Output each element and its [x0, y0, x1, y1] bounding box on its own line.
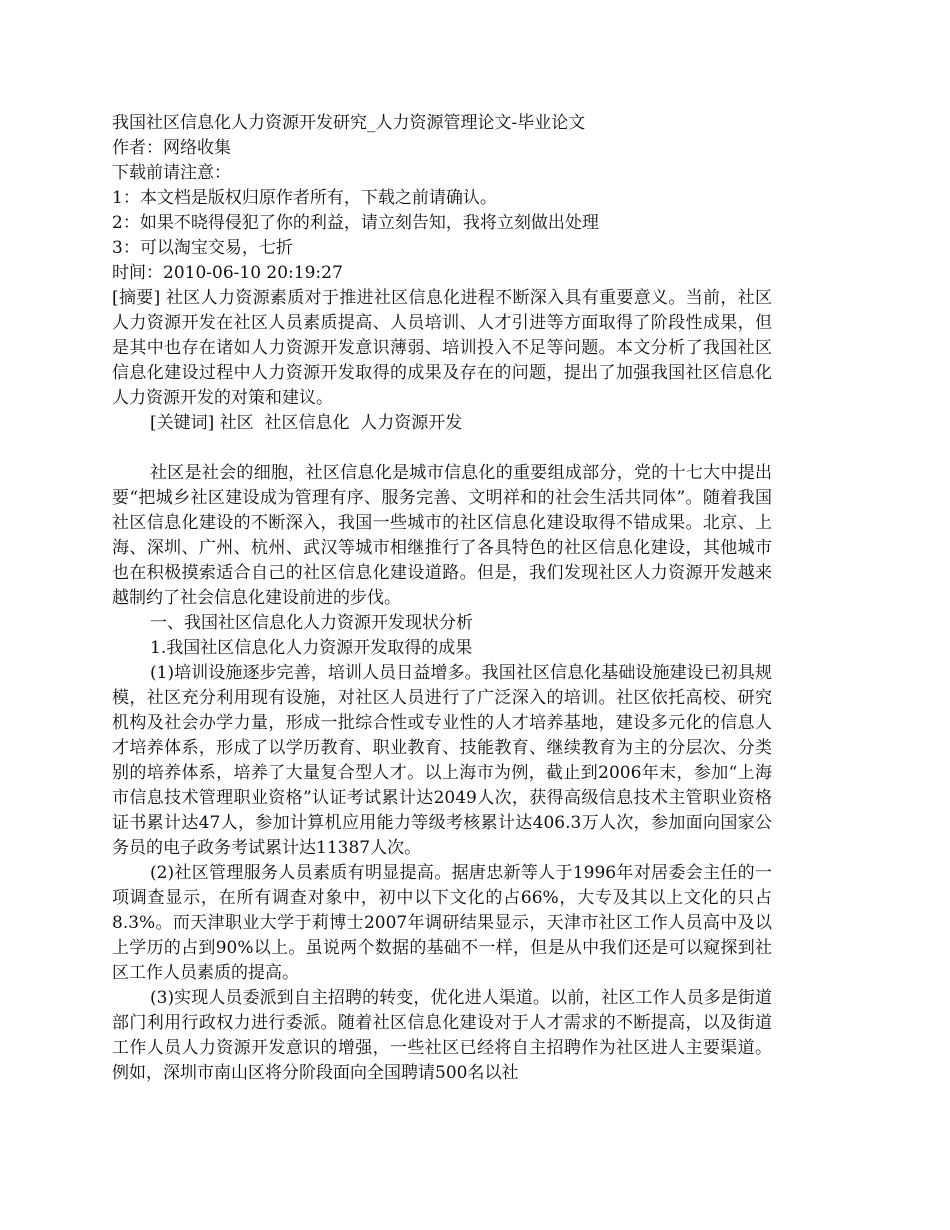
body-paragraph-3: (3)实现人员委派到自主招聘的转变，优化进人渠道。以前，社区工作人员多是街道部门利用行政权力进行委派。随着社区信息化建设对于人才需求的不断提高，以及街道工作人员人力资源开发意识的增强，一些社区已经将自主招聘作为社区进人主要渠道。例如，深圳市南山区将分阶段面向全国聘请500名以社: [112, 988, 772, 1083]
section-heading-1: 一、我国社区信息化人力资源开发现状分析: [150, 613, 473, 633]
document-title: 我国社区信息化人力资源开发研究_人力资源管理论文-毕业论文: [112, 113, 586, 133]
notice-item-1: 1：本文档是版权归原作者所有，下载之前请确认。: [112, 188, 497, 208]
timestamp: 时间：2010-06-10 20:19:27: [112, 263, 343, 283]
notice-title: 下载前请注意：: [112, 163, 231, 183]
intro-paragraph: 社区是社会的细胞，社区信息化是城市信息化的重要组成部分，党的十七大中提出要“把城乡社区建设成为管理有序、服务完善、文明祥和的社会生活共同体”。随着我国社区信息化建设的不断深入，我国一些城市的社区信息化建设取得不错成果。北京、上海、深圳、广州、杭州、武汉等城市相继推行了各具特色的社区信息化建设，其他城市也在积极摸索适合自己的社区信息化建设道路。但是，我们发现社区人力资源开发越来越制约了社会信息化建设前进的步伐。: [112, 463, 772, 608]
document-page: [112, 111, 772, 1086]
notice-item-3: 3：可以淘宝交易，七折: [112, 238, 293, 258]
subsection-heading-1: 1.我国社区信息化人力资源开发取得的成果: [150, 638, 473, 658]
body-paragraph-1: (1)培训设施逐步完善，培训人员日益增多。我国社区信息化基础设施建设已初具规模，社区充分利用现有设施，对社区人员进行了广泛深入的培训。社区依托高校、研究机构及社会办学力量，形成一批综合性或专业性的人才培养基地，建设多元化的信息人才培养体系，形成了以学历教育、职业教育、技能教育、继续教育为主的分层次、分类别的培养体系，培养了大量复合型人才。以上海市为例，截止到2006年末，参加“上海市信息技术管理职业资格”认证考试累计达2049人次，获得高级信息技术主管职业资格证书累计达47人，参加计算机应用能力等级考核累计达406.3万人次，参加面向国家公务员的电子政务考试累计达11387人次。: [112, 663, 772, 858]
author-line: 作者：网络收集: [112, 138, 231, 158]
body-paragraph-2: (2)社区管理服务人员素质有明显提高。据唐忠新等人于1996年对居委会主任的一项调查显示，在所有调查对象中，初中以下文化的占66%，大专及其以上文化的只占8.3%。而天津职业大学于莉博士2007年调研结果显示，天津市社区工作人员高中及以上学历的占到90%以上。虽说两个数据的基础不一样，但是从中我们还是可以窥探到社区工作人员素质的提高。: [112, 863, 772, 983]
keywords-line: [关键词] 社区 社区信息化 人力资源开发: [150, 413, 463, 433]
abstract-paragraph: [摘要] 社区人力资源素质对于推进社区信息化进程不断深入具有重要意义。当前，社区人力资源开发在社区人员素质提高、人员培训、人才引进等方面取得了阶段性成果，但是其中也存在诸如人力资源开发意识薄弱、培训投入不足等问题。本文分析了我国社区信息化建设过程中人力资源开发取得的成果及存在的问题，提出了加强我国社区信息化人力资源开发的对策和建议。: [112, 288, 772, 408]
blank-line: [112, 436, 772, 461]
notice-item-2: 2：如果不晓得侵犯了你的利益，请立刻告知，我将立刻做出处理: [112, 213, 599, 233]
